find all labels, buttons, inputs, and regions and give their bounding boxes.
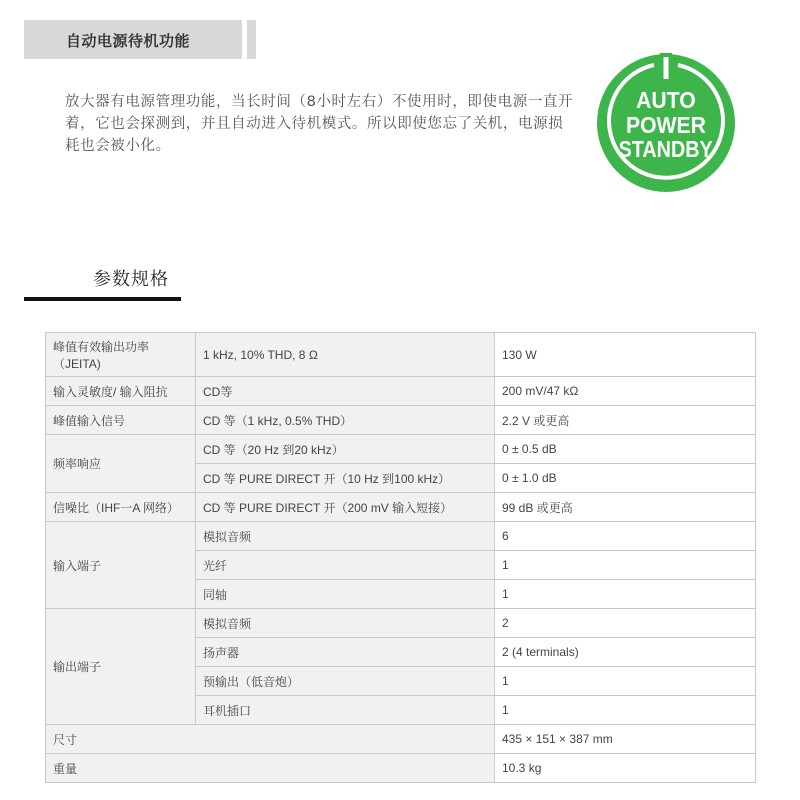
- table-row: [46, 435, 756, 464]
- auto-power-standby-badge: [596, 53, 736, 193]
- table-row: [46, 754, 756, 783]
- specs-table: [45, 332, 756, 783]
- spec-condition: CD 等 PURE DIRECT 开（200 mV 输入短接）: [196, 493, 495, 522]
- spec-value: 2.2 V 或更高: [495, 406, 756, 435]
- spec-value: 6: [495, 522, 756, 551]
- spec-label: 峰值有效输出功率（JEITA): [46, 333, 196, 377]
- table-row: [46, 609, 756, 638]
- spec-label: 频率响应: [46, 435, 196, 493]
- spec-label: 输入端子: [46, 522, 196, 609]
- spec-value: 130 W: [495, 333, 756, 377]
- spec-label: 输入灵敏度/ 输入阻抗: [46, 377, 196, 406]
- spec-condition: 耳机插口: [196, 696, 495, 725]
- table-row: [46, 522, 756, 551]
- spec-condition: CD 等（20 Hz 到20 kHz）: [196, 435, 495, 464]
- table-row: [46, 333, 756, 377]
- spec-condition: CD 等 PURE DIRECT 开（10 Hz 到100 kHz）: [196, 464, 495, 493]
- spec-condition: 同轴: [196, 580, 495, 609]
- table-row: [46, 493, 756, 522]
- spec-value: 99 dB 或更高: [495, 493, 756, 522]
- spec-label: 尺寸: [46, 725, 495, 754]
- badge-line-1: AUTO: [636, 87, 696, 114]
- spec-condition: 模拟音频: [196, 609, 495, 638]
- feature-description: 放大器有电源管理功能，当长时间（8小时左右）不使用时，即使电源一直开着，它也会探测到，并且自动进入待机模式。所以即使您忘了关机，电源损耗也会被小化。: [65, 94, 574, 154]
- spec-value: 1: [495, 551, 756, 580]
- spec-label: 峰值输入信号: [46, 406, 196, 435]
- feature-title: 自动电源待机功能: [66, 32, 191, 50]
- spec-value: 0 ± 1.0 dB: [495, 464, 756, 493]
- spec-value: 435 × 151 × 387 mm: [495, 725, 756, 754]
- table-row: [46, 725, 756, 754]
- spec-value: 1: [495, 696, 756, 725]
- spec-value: 200 mV/47 kΩ: [495, 377, 756, 406]
- spec-value: 0 ± 0.5 dB: [495, 435, 756, 464]
- spec-label: 重量: [46, 754, 495, 783]
- feature-header-tab: [247, 20, 256, 59]
- spec-value: 1: [495, 580, 756, 609]
- spec-value: 1: [495, 667, 756, 696]
- spec-value: 10.3 kg: [495, 754, 756, 783]
- spec-label: 输出端子: [46, 609, 196, 725]
- section-underline: [24, 297, 181, 301]
- spec-condition: CD等: [196, 377, 495, 406]
- spec-condition: 扬声器: [196, 638, 495, 667]
- spec-condition: 1 kHz, 10% THD, 8 Ω: [196, 333, 495, 377]
- badge-line-2: POWER: [625, 112, 706, 139]
- table-row: [46, 377, 756, 406]
- specs-section-title: 参数规格: [93, 269, 169, 290]
- spec-condition: CD 等（1 kHz, 0.5% THD）: [196, 406, 495, 435]
- table-row: [46, 406, 756, 435]
- spec-label: 信噪比（IHF一A 网络）: [46, 493, 196, 522]
- spec-value: 2: [495, 609, 756, 638]
- badge-line-3: STANDBY: [618, 136, 713, 163]
- spec-condition: 光纤: [196, 551, 495, 580]
- spec-value: 2 (4 terminals): [495, 638, 756, 667]
- spec-condition: 预输出（低音炮）: [196, 667, 495, 696]
- spec-condition: 模拟音频: [196, 522, 495, 551]
